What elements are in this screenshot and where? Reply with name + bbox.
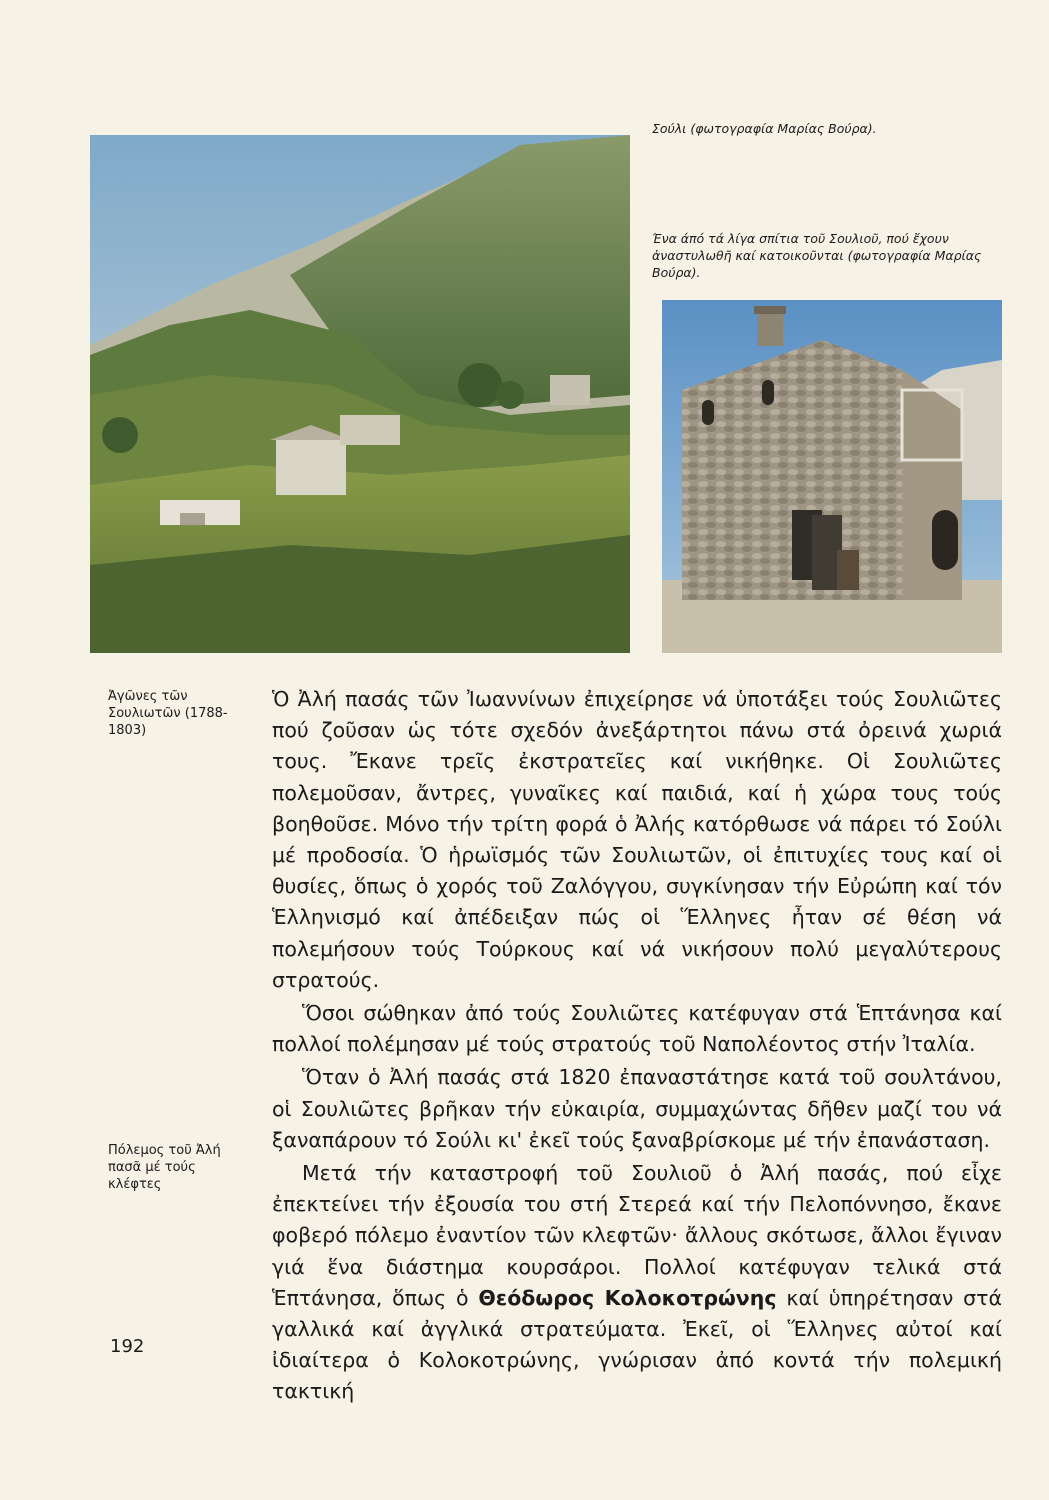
sidenote-ali-pasha-war: Πόλεμος τοῦ Ἀλή πασᾶ μέ τούς κλέφτες — [108, 1143, 221, 1192]
paragraph-4-text-a: Μετά τήν καταστροφή τοῦ Σουλιοῦ ὁ Ἀλή πασάς, πού εἶχε ἐπεκτείνει τήν ἐξουσία του στή Στερεά καί τήν Πελοπόννησο, ἔκανε φοβερό πόλεμο ἐναντίον τῶν κλεφτῶν· ἄλλους σκότωσε, ἄλλοι ἔγιναν γιά ἕνα διάστημα κουρσάροι. Πολλοί κατέφυγαν τελικά στά Ἑπτάνησα, ὅπως ὁ — [272, 1161, 1002, 1310]
paragraph-2: Ὅσοι σώθηκαν ἀπό τούς Σουλιῶτες κατέφυγαν στά Ἑπτάνησα καί πολλοί πολέμησαν μέ τούς στρατούς τοῦ Ναπολέοντος στήν Ἰταλία. — [272, 1001, 1002, 1057]
kolokotronis-name: Θεόδωρος Κολοκοτρώνης — [478, 1285, 777, 1310]
photo-caption-house: Ένα άπό τά λίγα σπίτια τοῦ Σουλιοῦ, πού ἔχουν ἀναστυλωθῆ καί κατοικοῦνται (φωτογραφία Μαρίας Βούρα). — [652, 231, 982, 280]
page-number: 192 — [110, 1336, 145, 1357]
photo-caption-souli: Σούλι (φωτογραφία Μαρίας Βούρα). — [652, 121, 877, 136]
paragraph-4 — [272, 1158, 1002, 1408]
stone-house-photo — [662, 300, 1002, 653]
sidenote-souliot-struggles: Ἀγῶνες τῶν Σουλιωτῶν (1788-1803) — [108, 689, 228, 738]
souli-landscape-photo — [90, 135, 630, 653]
paragraph-3: Ὅταν ὁ Ἀλή πασάς στά 1820 ἐπαναστάτησε κατά τοῦ σουλτάνου, οἱ Σουλιῶτες βρῆκαν τήν εὐκαιρία, συμμαχώντας δῆθεν μαζί του νά ξαναπάρουν τό Σούλι κι' ἐκεῖ τούς ξαναβρίσκομε μέ τήν ἐπανάσταση. — [272, 1065, 1002, 1152]
house-image — [662, 300, 1002, 653]
paragraph-4-text-b: καί ὑπηρέτησαν στά γαλλικά καί ἀγγλικά στρατεύματα. Ἐκεῖ, οἱ Ἕλληνες αὐτοί καί ἰδιαίτερα ὁ Κολοκοτρώνης, γνώρισαν ἀπό κοντά τήν πολεμική τακτική — [272, 1285, 1002, 1404]
main-text — [272, 684, 1002, 1408]
landscape-image — [90, 135, 630, 653]
paragraph-1: Ὁ Ἀλή πασάς τῶν Ἰωαννίνων ἐπιχείρησε νά ὑποτάξει τούς Σουλιῶτες πού ζοῦσαν ὡς τότε σχεδόν ἀνεξάρτητοι πάνω στά ὀρεινά χωριά τους. Ἔκανε τρεῖς ἐκστρατεῖες καί νικήθηκε. Οἱ Σουλιῶτες πολεμοῦσαν, ἄντρες, γυναῖκες καί παιδιά, καί ἡ χώρα τους τούς βοηθοῦσε. Μόνο τήν τρίτη φορά ὁ Ἀλής κατόρθωσε νά πάρει τό Σούλι μέ προδοσία. Ὁ ἡρωϊσμός τῶν Σουλιωτῶν, οἱ ἐπιτυχίες τους καί οἱ θυσίες, ὅπως ὁ χορός τοῦ Ζαλόγγου, συγκίνησαν τήν Εὐρώπη καί τόν Ἑλληνισμό καί ἀπέδειξαν πώς οἱ Ἕλληνες ἦταν σέ θέση νά πολεμήσουν τούς Τούρκους καί νά νικήσουν πολύ μεγαλύτερους στρατούς. — [272, 687, 1002, 992]
